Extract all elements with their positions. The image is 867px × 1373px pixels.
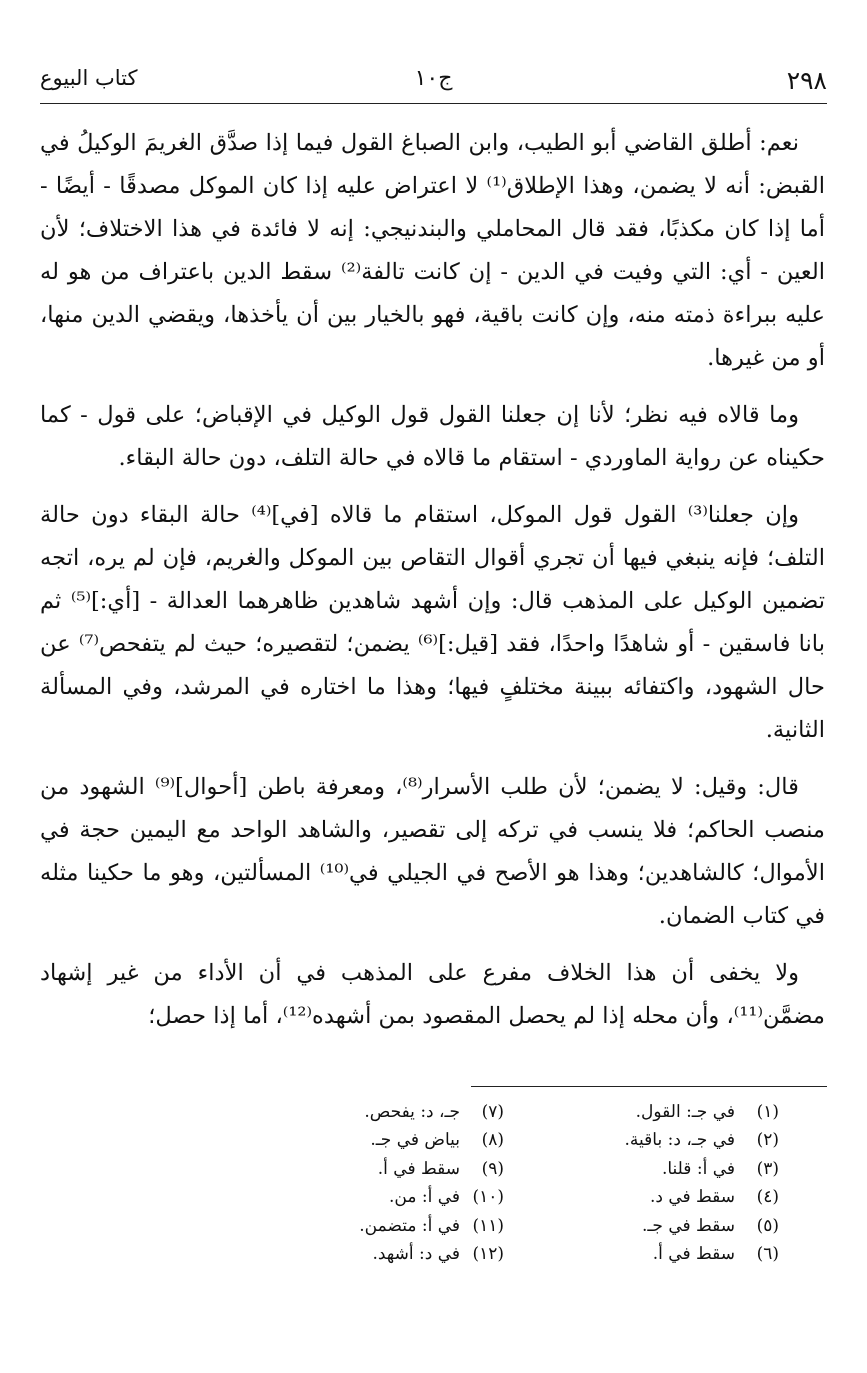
footnote-text: سقط في أ. (377, 1158, 460, 1179)
footnote-text: سقط في جـ. (642, 1215, 735, 1236)
book-title: كتاب البيوع (40, 66, 138, 90)
footnote-item (504, 1155, 779, 1183)
footnote-text: في جـ: القول. (635, 1102, 735, 1122)
footnote-item (229, 1212, 504, 1240)
footnote-item (229, 1098, 504, 1126)
footnote-rule (471, 1086, 827, 1087)
footnote-item (229, 1183, 504, 1211)
footnote-item (504, 1098, 779, 1126)
header-rule (40, 103, 827, 104)
footnote-text: بياض في جـ. (370, 1130, 460, 1151)
footnote-text: سقط في أ. (652, 1244, 735, 1265)
page-number: ٢٩٨ (786, 66, 827, 95)
paragraph-1: نعم: أطلق القاضي أبو الطيب، وابن الصباغ القول فيما إذا صدَّق الغريمَ الوكيلُ في القبض: أنه لا يضمن، وهذا الإطلاق⁽¹⁾ لا اعتراض عليه إذا كان الموكل مصدقًا - أيضًا - أما إذا كان مكذبًا، فقد قال المحاملي والبندنيجي: إنه لا فائدة في هذا الاختلاف؛ لأن العين - أي: التي وفيت في الدين - إن كانت تالفة⁽²⁾ سقط الدين باعتراف من هو له عليه ببراءة ذمته منه، وإن كانت باقية، فهو بالخيار بين أن يأخذها، ويقضي الدين منها، أو من غيرها. (40, 130, 825, 371)
footnote-number: (١١) (472, 1215, 504, 1236)
footnote-number: (١٢) (472, 1244, 504, 1265)
footnote-text: في أ: قلنا. (661, 1158, 735, 1179)
footnote-item (229, 1240, 504, 1268)
footnote-number: (٨) (481, 1130, 504, 1151)
footnote-item (229, 1126, 504, 1154)
footnote-number: (٧) (481, 1102, 504, 1122)
footnotes-column-right (504, 1098, 779, 1268)
footnotes-column-left (229, 1098, 504, 1268)
footnote-number: (٤) (756, 1187, 779, 1208)
footnote-item (504, 1183, 779, 1211)
footnote-number: (٥) (756, 1215, 779, 1236)
footnote-text: سقط في د. (649, 1187, 735, 1208)
footnote-number: (٩) (481, 1158, 504, 1179)
footnote-item (504, 1240, 779, 1268)
paragraph-4: قال: وقيل: لا يضمن؛ لأن طلب الأسرار⁽⁸⁾، ومعرفة باطن [أحوال]⁽⁹⁾ الشهود من منصب الحاكم؛ فلا ينسب في تركه إلى تقصير، والشاهد الواحد مع اليمين حجة في الأموال؛ كالشاهدين؛ وهذا هو الأصح في الجيلي في⁽¹⁰⁾ المسألتين، وهو ما حكينا مثله في كتاب الضمان. (40, 774, 825, 929)
volume-label: ج١٠ (414, 66, 453, 91)
footnote-item (229, 1155, 504, 1183)
page-header (40, 62, 827, 102)
paragraph-2: وما قالاه فيه نظر؛ لأنا إن جعلنا القول قول الوكيل في الإقباض؛ على قول - كما حكيناه عن رواية الماوردي - استقام ما قالاه في حالة التلف، دون حالة البقاء. (40, 402, 825, 471)
footnotes (219, 1098, 779, 1268)
footnote-number: (٦) (756, 1244, 779, 1265)
footnote-item (504, 1212, 779, 1240)
main-text (40, 122, 825, 1052)
paragraph-3: وإن جعلنا⁽³⁾ القول قول الموكل، استقام ما قالاه [في]⁽⁴⁾ حالة البقاء دون حالة التلف؛ فإنه ينبغي فيها أن تجري أقوال التقاص بين الموكل والغريم، فإن لم يره، اتجه تضمين الوكيل على المذهب قال: وإن أشهد شاهدين ظاهرهما العدالة - [أي:]⁽⁵⁾ ثم بانا فاسقين - أو شاهدًا واحدًا، فقد [قيل:]⁽⁶⁾ يضمن؛ لتقصيره؛ حيث لم يتفحص⁽⁷⁾ عن حال الشهود، واكتفائه ببينة مختلفٍ فيها؛ وهذا ما اختاره في المرشد، وفي المسألة الثانية. (40, 502, 825, 743)
footnote-text: جـ، د: يفحص. (364, 1102, 460, 1122)
footnote-number: (٢) (756, 1130, 779, 1151)
footnote-number: (١٠) (472, 1187, 504, 1208)
footnote-number: (١) (756, 1102, 779, 1122)
paragraph-5: ولا يخفى أن هذا الخلاف مفرع على المذهب في أن الأداء من غير إشهاد مضمَّن⁽¹¹⁾، وأن محله إذا لم يحصل المقصود بمن أشهده⁽¹²⁾، أما إذا حصل؛ (40, 960, 825, 1029)
footnote-text: في أ: متضمن. (359, 1215, 460, 1236)
footnote-text: في د: أشهد. (372, 1244, 460, 1265)
footnote-text: في جـ، د: باقية. (624, 1130, 735, 1151)
footnote-number: (٣) (756, 1158, 779, 1179)
footnote-text: في أ: من. (388, 1187, 460, 1208)
footnote-item (504, 1126, 779, 1154)
